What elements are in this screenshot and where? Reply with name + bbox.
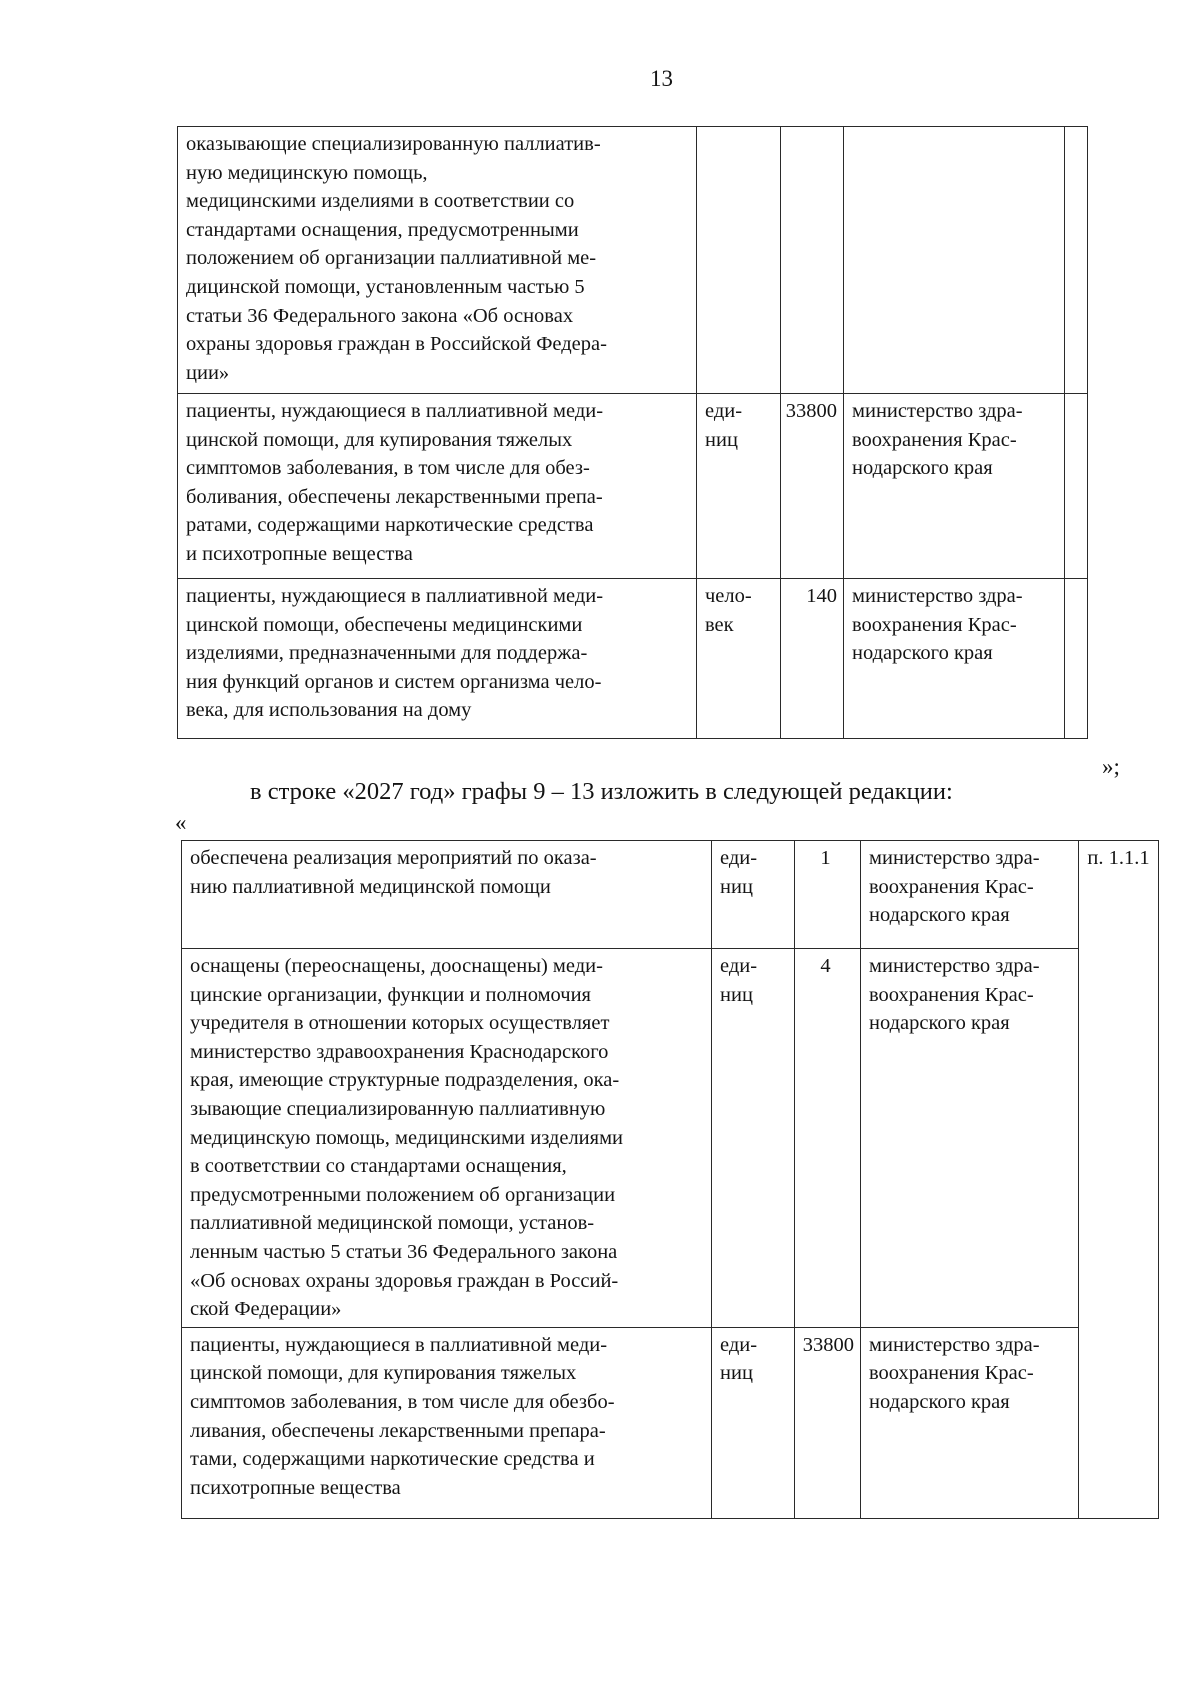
unit-cell: еди- ниц	[712, 949, 795, 1328]
unit-cell: еди- ниц	[712, 841, 795, 949]
responsible-cell: министерство здра- воохранения Крас- нодарского края	[861, 1327, 1079, 1518]
unit-cell: чело- век	[697, 579, 781, 739]
reference-cell	[1065, 579, 1088, 739]
closing-quote: »;	[1102, 754, 1120, 779]
opening-quote: «	[175, 810, 187, 835]
description-cell: оказывающие специализированную паллиатив- ную медицинскую помощь, медицинскими изделиями в соответствии со стандартами оснащения, предусмотренными положением об организации паллиативной ме- дицинской помощи, установленным частью 5 статьи 36 Федерального закона «Об основах охраны здоровья граждан в Российской Федера- ции»	[178, 127, 697, 394]
table-row	[182, 841, 1159, 949]
value-cell: 1	[795, 841, 861, 949]
description-cell: пациенты, нуждающиеся в паллиативной меди- цинской помощи, для купирования тяжелых симптомов заболевания, в том числе для обезбо- ливания, обеспечены лекарственными препара- тами, содержащими наркотические средства и психотропные вещества	[182, 1327, 712, 1518]
unit-cell	[697, 127, 781, 394]
responsible-cell: министерство здра- воохранения Крас- нодарского края	[861, 949, 1079, 1328]
responsible-cell: министерство здра- воохранения Крас- нодарского края	[844, 579, 1065, 739]
responsible-cell	[844, 127, 1065, 394]
table-row	[178, 394, 1088, 579]
description-cell: пациенты, нуждающиеся в паллиативной меди- цинской помощи, обеспечены медицинскими изделиями, предназначенными для поддержа- ния функций органов и систем организма чело- века, для использования на дому	[178, 579, 697, 739]
description-cell: пациенты, нуждающиеся в паллиативной меди- цинской помощи, для купирования тяжелых симптомов заболевания, в том числе для обез- боливания, обеспечены лекарственными препа- ратами, содержащими наркотические средства и психотропные вещества	[178, 394, 697, 579]
table-row	[182, 1327, 1159, 1518]
reference-cell	[1065, 394, 1088, 579]
value-cell: 140	[781, 579, 844, 739]
table-row	[178, 579, 1088, 739]
value-cell	[781, 127, 844, 394]
responsible-cell: министерство здра- воохранения Крас- нодарского края	[861, 841, 1079, 949]
value-cell: 33800	[781, 394, 844, 579]
table-row	[182, 949, 1159, 1328]
reference-cell	[1065, 127, 1088, 394]
indicators-table-continued	[177, 126, 1088, 739]
indicators-table-2027	[181, 840, 1159, 1519]
item-reference-cell: п. 1.1.1	[1079, 841, 1159, 1519]
value-cell: 4	[795, 949, 861, 1328]
value-cell: 33800	[795, 1327, 861, 1518]
unit-cell: еди- ниц	[697, 394, 781, 579]
table-row	[178, 127, 1088, 394]
page-number: 13	[650, 66, 673, 91]
description-cell: обеспечена реализация мероприятий по оказа- нию паллиативной медицинской помощи	[182, 841, 712, 949]
description-cell: оснащены (переоснащены, дооснащены) меди- цинские организации, функции и полномочия учредителя в отношении которых осуществляет министерство здравоохранения Краснодарского края, имеющие структурные подразделения, ока- зывающие специализированную паллиативную медицинскую помощь, медицинскими изделиями в соответствии со стандартами оснащения, предусмотренными положением об организации паллиативной медицинской помощи, установ- ленным частью 5 статьи 36 Федерального закона «Об основах охраны здоровья граждан в Россий- ской Федерации»	[182, 949, 712, 1328]
unit-cell: еди- ниц	[712, 1327, 795, 1518]
amendment-instruction: в строке «2027 год» графы 9 – 13 изложить в следующей редакции:	[250, 778, 953, 805]
responsible-cell: министерство здра- воохранения Крас- нодарского края	[844, 394, 1065, 579]
